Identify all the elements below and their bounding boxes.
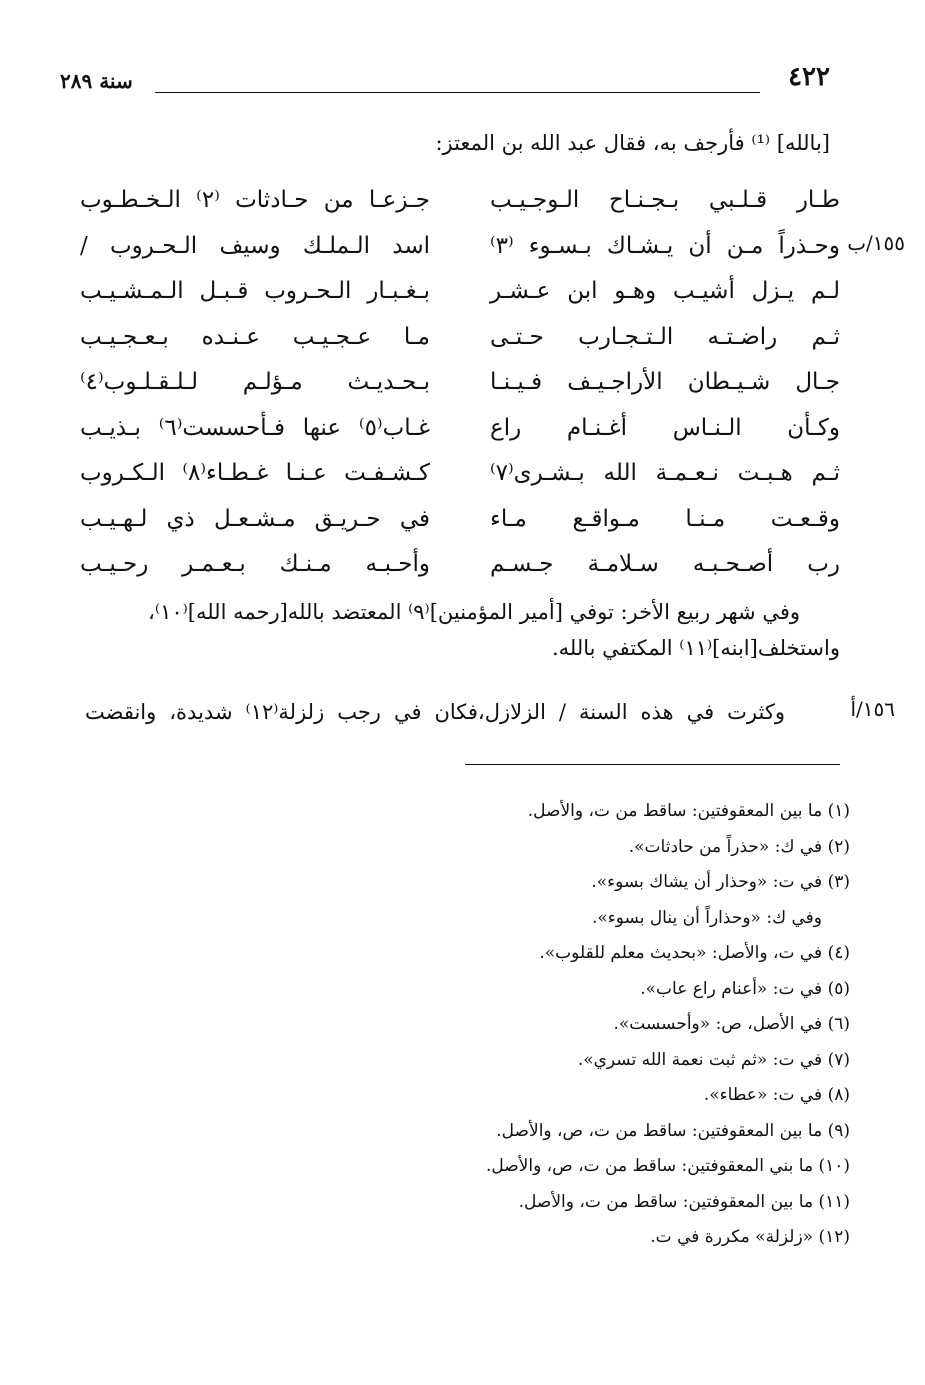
verse [80, 315, 840, 361]
verse-first-hemistich: ثـم هـبـت نـعـمـة الله بـشـرى⁽٧⁾ [490, 460, 840, 486]
verse-first-hemistich: وحـذراً مـن أن يـشـاك بـسـوء ⁽٣⁾ [490, 232, 840, 259]
verse-second-hemistich: غـاب⁽٥⁾ عنها فـأحسست⁽٦⁾ بـذيـب [80, 414, 430, 441]
verse [80, 178, 840, 224]
folio-marker-156a: ١٥٦/أ [850, 697, 895, 721]
verse [80, 269, 840, 315]
folio-marker-155b: ١٥٥/ب [847, 231, 905, 255]
verse-second-hemistich: وأحـبـه مـنـك بـعـمـر رحـيـب [80, 551, 430, 577]
header-rule [155, 92, 760, 93]
verse-first-hemistich: وكـأن الـنـاس أغـنـام راع [490, 414, 840, 441]
verse-second-hemistich: بـغـبـار الـحـروب قـبـل الـمـشـيـب [80, 278, 430, 304]
prose-line: واستخلف[ابنه]⁽١١⁾ المكتفي بالله. [551, 636, 840, 660]
footnotes [290, 794, 850, 1256]
verse-second-hemistich: بـحـديـث مـؤلـم لـلـقـلـوب⁽٤⁾ [80, 369, 430, 395]
verse [80, 360, 840, 406]
footnote: (٢) في ك: «حذراً من حادثات». [628, 836, 850, 857]
verse [80, 542, 840, 588]
verse-second-hemistich: جـزعـا من حـادثات ⁽٢⁾ الـخـطـوب [80, 187, 430, 213]
prose-line: وكثرت في هذه السنة / الزلازل،فكان في رجب زلزلة⁽١٢⁾ شديدة، وانقضت [85, 700, 785, 724]
footnote: (١) ما بين المعقوفتين: ساقط من ت، والأصل. [527, 801, 850, 821]
verse [80, 406, 840, 452]
footnote: (٤) في ت، والأصل: «بحديث معلم للقلوب». [539, 943, 850, 963]
footnote: (٩) ما بين المعقوفتين: ساقط من ت، ص، والأصل. [496, 1120, 850, 1141]
page-header [60, 62, 830, 102]
running-head: سنة ٢٨٩ [60, 69, 133, 93]
footnote: (١٢) «زلزلة» مكررة في ت. [650, 1227, 850, 1247]
verse [80, 224, 840, 270]
verse [80, 451, 840, 497]
footnote: (٨) في ت: «عطاء». [703, 1085, 850, 1105]
footnote: (٦) في الأصل، ص: «وأحسست». [613, 1014, 850, 1034]
footnote-separator [465, 764, 840, 765]
verse-second-hemistich: كـشـفـت عـنـا غـطـاء⁽٨⁾ الـكـروب [80, 460, 430, 486]
footnote: (١١) ما بين المعقوفتين: ساقط من ت، والأصل. [518, 1191, 850, 1212]
verse-first-hemistich: طـار قـلـبي بـجـنـاح الـوجـيـب [490, 187, 840, 213]
prose-paragraph [80, 594, 840, 666]
verse-first-hemistich: رب أصـحـبـه سـلامـة جـسـم [490, 551, 840, 577]
intro-line: [بالله] ⁽¹⁾ فأرجف به، فقال عبد الله بن المعتز: [435, 131, 830, 155]
verse-first-hemistich: ثـم راضـتـه الـتـجـارب حـتـى [490, 323, 840, 350]
verse-first-hemistich: لـم يـزل أشيـب وهـو ابن عـشـر [490, 278, 840, 304]
verse-second-hemistich: في حـريـق مـشـعـل ذي لـهـيـب [80, 505, 430, 532]
prose-line: وفي شهر ربيع الأخر: توفي [أمير المؤمنين]⁽٩⁾ المعتضد بالله[رحمه الله]⁽١٠⁾، [148, 600, 800, 624]
page-number: ٤٢٢ [788, 62, 830, 92]
verse [80, 497, 840, 543]
footnote: وفي ك: «وحذاراً أن ينال بسوء». [591, 907, 822, 928]
poem [80, 178, 840, 588]
verse-first-hemistich: جـال شـيـطان الأراجـيـف فـيـنـا [490, 369, 840, 395]
verse-second-hemistich: مـا عـجـيـب عـنـده بـعـجـيـب [80, 323, 430, 350]
footnote: (٣) في ت: «وحذار أن يشاك بسوء». [591, 872, 850, 892]
footnote: (٧) في ت: «ثم ثبت نعمة الله تسري». [577, 1049, 850, 1070]
verse-first-hemistich: وقـعـت مـنـا مـواقـع مـاء [490, 505, 840, 532]
footnote: (١٠) ما بني المعقوفتين: ساقط من ت، ص، والأصل. [485, 1156, 850, 1176]
verse-second-hemistich: اسد الـملـك وسيف الـحـروب / [80, 232, 430, 259]
footnote: (٥) في ت: «أعنام راع عاب». [640, 978, 850, 999]
